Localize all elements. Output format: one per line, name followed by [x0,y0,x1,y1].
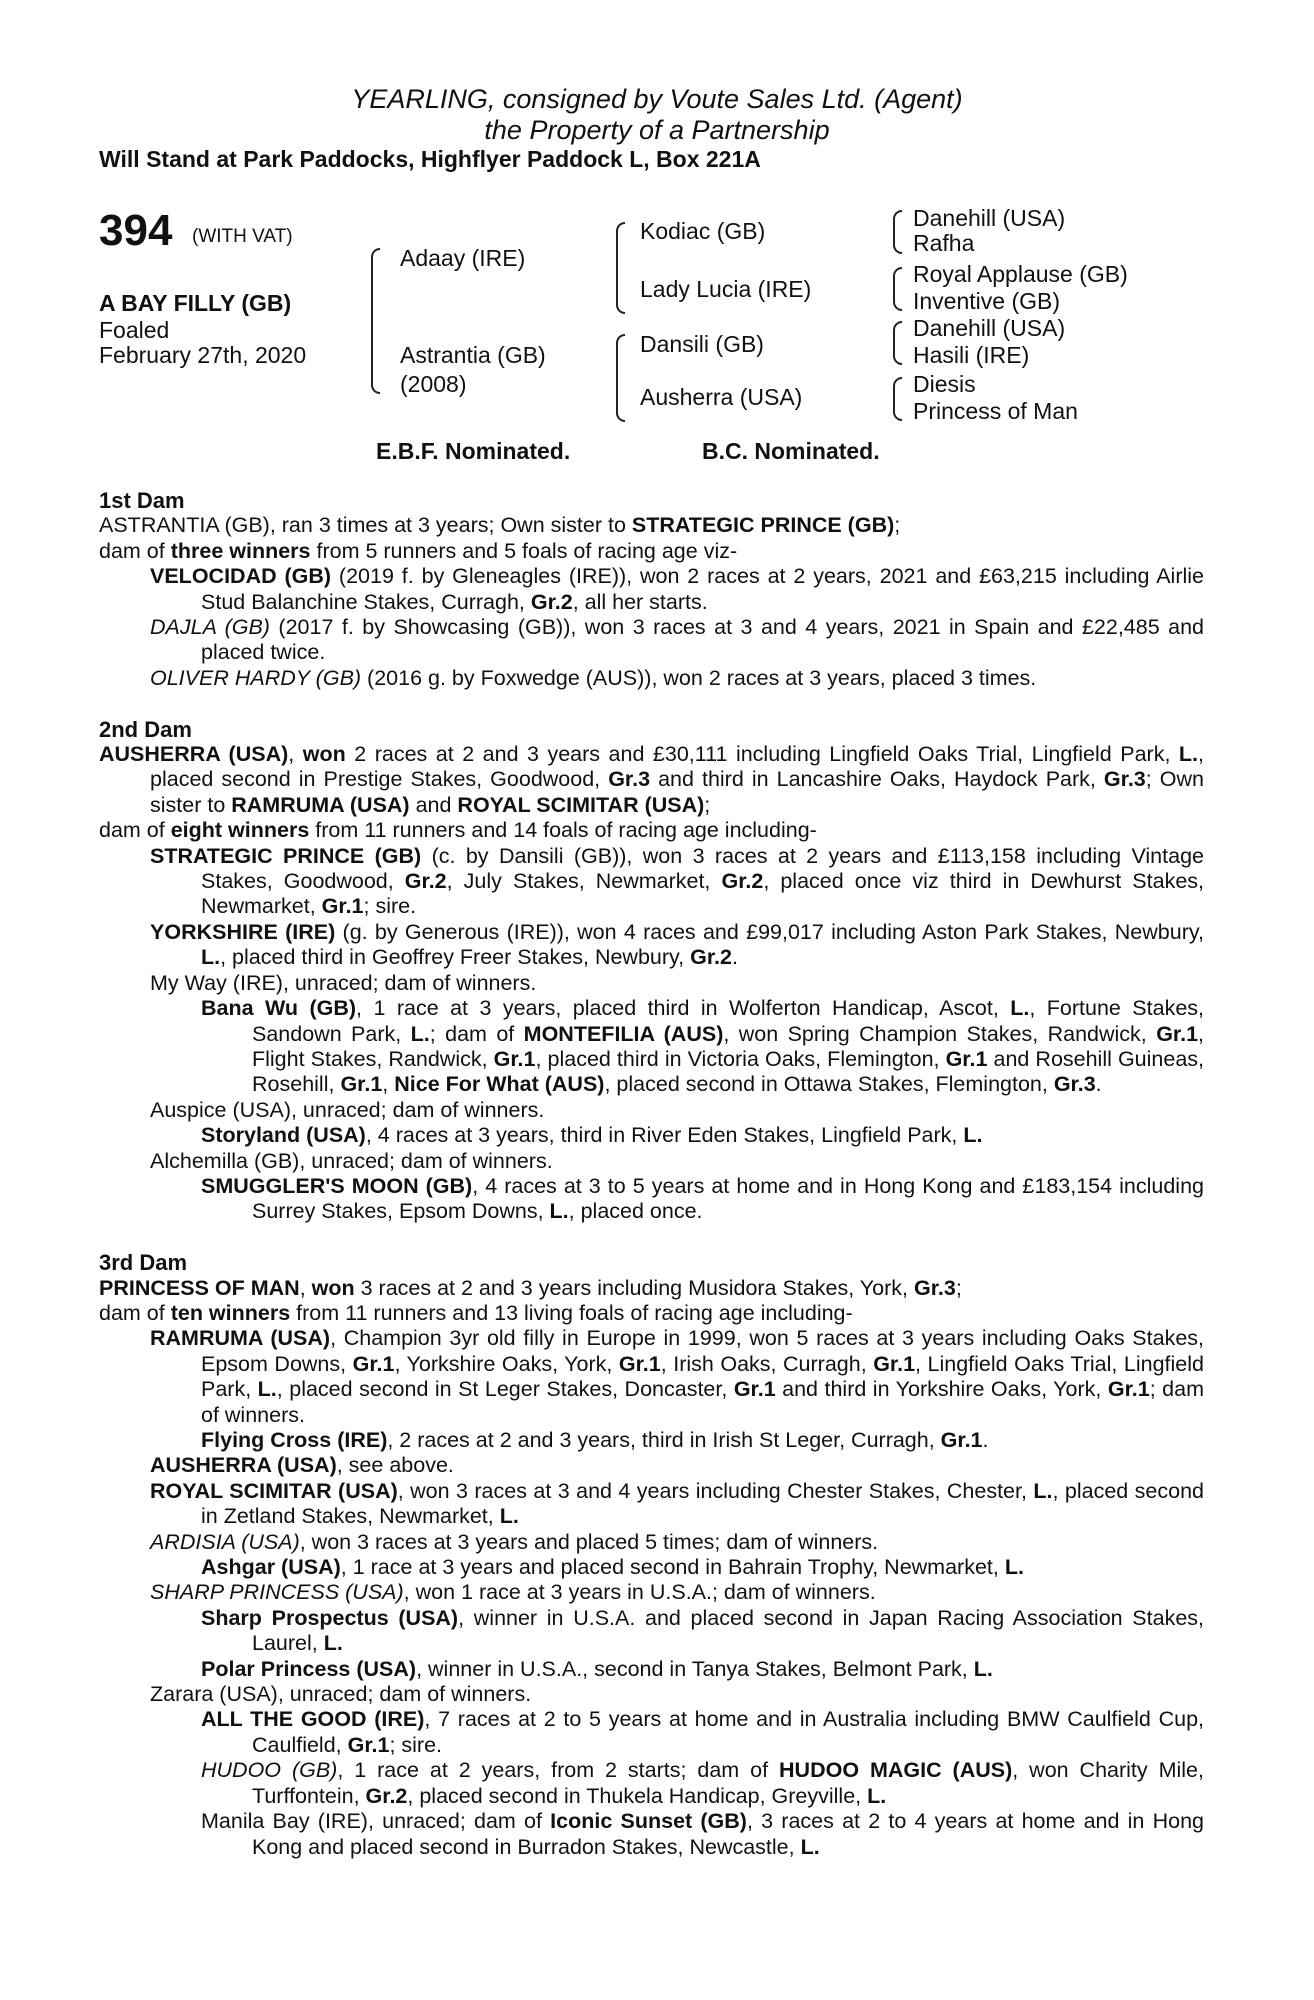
text: , all her starts. [572,589,708,614]
italic-text: HUDOO (GB) [201,1758,338,1783]
great-grandparent: Princess of Man [913,398,1078,424]
text: , 3 races at 2 to 4 years at home and in Hong Kong and placed second in Burradon Stakes, Newcastle, [252,1809,1204,1859]
pedigree-brace [893,321,902,365]
bold-text: L. [800,1834,820,1859]
text: , won 3 races at 3 years and placed 5 times; dam of winners. [299,1529,879,1554]
text: , 2 races at 2 and 3 years, third in Irish St Leger, Curragh, [387,1428,941,1452]
bold-text: PRINCESS OF MAN [99,1275,300,1300]
pedigree-brace [893,377,902,421]
pedigree-entry [99,1276,1204,1301]
bold-text: Gr.1 [618,1351,661,1376]
text: , [288,742,303,767]
text: , 7 races at 2 to 5 years at home and in Australia including BMW Caulfield Cup, Caulfield, [252,1707,1204,1757]
pedigree-brace [616,222,625,314]
bold-text: Gr.1 [733,1377,776,1402]
text: , see above. [336,1453,454,1478]
text: Auspice (USA), unraced; dam of winners. [150,1097,545,1122]
section-heading: 1st Dam [99,488,185,513]
text: ASTRANTIA (GB), ran 3 times at 3 years; Own sister to [99,513,632,538]
bold-text: L. [323,1631,343,1656]
text: (2017 f. by Showcasing (GB)), won 3 races at 3 and 4 years, 2021 in Spain and £22,485 and placed twice. [201,615,1204,665]
dam: Astrantia (GB) [400,342,546,368]
bold-text: Gr.3 [1053,1072,1096,1097]
text: , placed third in Victoria Oaks, Flemington, [535,1046,946,1071]
ebf-nomination: E.B.F. Nominated. [376,438,571,464]
text: , placed second in Ottawa Stakes, Flemington, [604,1072,1054,1097]
pedigree-entry [99,996,1204,1098]
bold-text: AUSHERRA (USA) [99,742,289,767]
bold-text: Nice For What (AUS) [394,1072,605,1097]
text: Zarara (USA), unraced; dam of winners. [150,1682,532,1707]
text: , won Charity Mile, Turffontein, [252,1758,1204,1808]
great-grandparent: Royal Applause (GB) [913,261,1128,287]
pedigree-entry [99,1682,1204,1707]
bold-text: SMUGGLER'S MOON (GB) [201,1173,473,1198]
bold-text: RAMRUMA (USA) [231,792,410,817]
bold-text: Gr.1 [321,894,364,919]
text: , Champion 3yr old filly in Europe in 1999, won 5 races at 3 years including Oaks Stakes, Epsom Downs, [201,1326,1205,1376]
bold-text: ten winners [170,1300,291,1325]
text: from 5 runners and 5 foals of racing age viz- [310,538,738,563]
bold-text: AUSHERRA (USA) [150,1453,337,1478]
bold-text: Gr.1 [873,1351,916,1376]
text: , 1 race at 3 years and placed second in Bahrain Trophy, Newmarket, [340,1555,1005,1580]
text: 3 races at 2 and 3 years including Musidora Stakes, York, [354,1275,914,1300]
vat-note: (WITH VAT) [192,226,293,247]
pedigree-entry [99,742,1204,818]
pedigree-entry [99,1580,1204,1605]
bold-text: Gr.2 [404,869,447,894]
text: , Flight Stakes, Randwick, [252,1021,1205,1071]
bold-text: Gr.1 [945,1046,988,1071]
pedigree-entry [99,1758,1204,1809]
foaled-label: Foaled [99,317,170,343]
text: ; [894,513,901,538]
bold-text: L. [1033,1478,1053,1503]
bold-text: Polar Princess (USA) [201,1656,417,1681]
text: , Fortune Stakes, Sandown Park, [252,996,1204,1046]
text: , 1 race at 2 years, from 2 starts; dam of [337,1758,780,1783]
great-grandparent: Diesis [913,371,976,397]
bold-text: Sharp Prospectus (USA) [201,1605,459,1630]
granddam: Lady Lucia (IRE) [640,276,812,302]
bold-text: YORKSHIRE (IRE) [150,919,336,944]
text: and third in Yorkshire Oaks, York, [775,1377,1108,1402]
pedigree-entry [99,1301,1204,1326]
bold-text: L. [201,945,221,970]
bold-text: Gr.1 [1156,1021,1199,1046]
catalogue-body [99,488,1204,1885]
consignor-line: YEARLING, consigned by Voute Sales Ltd. (Agent) [351,84,963,114]
bold-text: Gr.3 [913,1275,956,1300]
grandsire: Kodiac (GB) [640,218,766,244]
italic-text: SHARP PRINCESS (USA) [150,1580,404,1605]
bold-text: STRATEGIC PRINCE (GB) [150,843,422,868]
dam-year: (2008) [400,371,467,397]
bold-text: L. [867,1783,887,1808]
text: ; sire. [389,1732,443,1757]
bold-text: Gr.1 [493,1046,536,1071]
great-grandparent: Inventive (GB) [913,288,1060,314]
pedigree-entry [99,1174,1204,1225]
bold-text: L. [1004,1555,1024,1580]
pedigree-entry [99,1657,1204,1682]
bold-text: L. [1178,742,1199,767]
text: , placed third in Geoffrey Freer Stakes, Newbury, [220,945,691,970]
text: . [1095,1072,1102,1097]
text: 2 races at 2 and 3 years and £30,111 including Lingfield Oaks Trial, Lingfield Park, [345,742,1179,767]
pedigree-entry [99,513,1204,538]
grandsire: Dansili (GB) [640,331,764,357]
section-heading: 3rd Dam [99,1250,188,1276]
pedigree-brace [371,248,380,394]
bold-text: Gr.1 [352,1351,395,1376]
text: , winner in U.S.A. and placed second in Japan Racing Association Stakes, Laurel, [252,1605,1205,1656]
bold-text: Gr.2 [365,1783,408,1808]
bold-text: L. [257,1377,277,1402]
text: , won Spring Champion Stakes, Randwick, [723,1021,1157,1046]
bold-text: HUDOO MAGIC (AUS) [779,1758,1013,1783]
bold-text: Bana Wu (GB) [201,996,357,1021]
pedigree-entry [99,971,1204,996]
pedigree-entry [99,1149,1204,1174]
text: (c. by Dansili (GB)), won 3 races at 2 years and £113,158 including Vintage Stakes, Goodwood, [201,843,1204,894]
great-grandparent: Danehill (USA) [913,205,1066,231]
great-grandparent: Danehill (USA) [913,315,1066,341]
text: , Lingfield Oaks Trial, Lingfield Park, [201,1351,1204,1402]
dam-section [99,488,1204,691]
dam-section [99,1250,1204,1860]
bold-text: three winners [170,538,311,563]
bold-text: ALL THE GOOD (IRE) [201,1707,425,1732]
pedigree-entry [99,666,1204,691]
bold-text: L. [410,1021,430,1046]
text: , won 3 races at 3 and 4 years including Chester Stakes, Chester, [397,1478,1034,1503]
bc-nomination: B.C. Nominated. [702,438,880,464]
pedigree-entry [99,539,1204,564]
pedigree-entry [99,1326,1204,1428]
pedigree-brace [893,267,902,311]
pedigree-entry [99,844,1204,920]
bold-text: STRATEGIC PRINCE (GB) [631,513,895,538]
pedigree-entry [99,1098,1204,1123]
pedigree-entry [99,1707,1204,1758]
text: ; Own sister to [150,767,1204,817]
pedigree-entry [99,1123,1204,1148]
bold-text: L. [549,1199,569,1224]
text: , 4 races at 3 years, third in River Eden Stakes, Lingfield Park, [365,1123,964,1148]
bold-text: Gr.2 [690,945,732,970]
pedigree-entry [99,818,1204,843]
pedigree-entry [99,1479,1204,1530]
text: and third in Lancashire Oaks, Haydock Park, [650,767,1104,792]
text: from 11 runners and 13 living foals of racing age including- [290,1300,853,1325]
bold-text: Gr.2 [721,869,764,894]
text: (2016 g. by Foxwedge (AUS)), won 2 races at 3 years, placed 3 times. [361,665,1037,690]
pedigree-entry [99,1809,1204,1860]
text: , placed second in Zetland Stakes, Newmarket, [201,1478,1204,1529]
bold-text: Gr.3 [1103,767,1146,792]
great-grandparent: Rafha [913,230,975,256]
pedigree-brace [893,210,902,254]
bold-text: Flying Cross (IRE) [201,1428,388,1452]
text: Manila Bay (IRE), unraced; dam of [201,1809,551,1834]
text: ; [955,1275,962,1300]
pedigree-entry [99,1453,1204,1478]
text: Alchemilla (GB), unraced; dam of winners. [150,1148,553,1173]
bold-text: L. [499,1504,519,1529]
bold-text: RAMRUMA (USA) [150,1326,331,1351]
bold-text: eight winners [170,818,310,843]
text: ; dam of [429,1021,524,1046]
bold-text: L. [973,1656,993,1681]
text: ; dam of winners. [201,1377,1204,1427]
text: , winner in U.S.A., second in Tanya Stakes, Belmont Park, [416,1656,974,1681]
bold-text: Gr.3 [608,767,651,792]
text: (2019 f. by Gleneagles (IRE)), won 2 races at 2 years, 2021 and £63,215 including Airlie Stud Balanchine Stakes, Curragh, [201,564,1204,614]
text: , 4 races at 3 to 5 years at home and in Hong Kong and £183,154 including Surrey Stakes, Epsom Downs, [252,1173,1204,1224]
text: ; [704,792,711,817]
sire: Adaay (IRE) [400,245,526,271]
text: , July Stakes, Newmarket, [446,869,722,894]
text: dam of [99,818,171,843]
horse-name: A BAY FILLY (GB) [99,290,292,316]
bold-text: MONTEFILIA (AUS) [523,1021,724,1046]
bold-text: Iconic Sunset (GB) [550,1809,747,1834]
text: , placed once viz third in Dewhurst Stakes, Newmarket, [201,869,1205,919]
granddam: Ausherra (USA) [640,384,803,410]
bold-text: ROYAL SCIMITAR (USA) [457,792,705,817]
bold-text: Gr.1 [940,1428,983,1452]
text: and Rosehill Guineas, Rosehill, [252,1046,1205,1097]
bold-text: Gr.1 [347,1732,390,1757]
italic-text: DAJLA (GB) [150,615,270,640]
italic-text: OLIVER HARDY (GB) [150,665,362,690]
text: dam of [99,538,171,563]
great-grandparent: Hasili (IRE) [913,342,1030,368]
bold-text: ROYAL SCIMITAR (USA) [150,1478,398,1503]
text: ; sire. [363,894,417,919]
text: from 11 runners and 14 foals of racing age including- [309,818,817,843]
pedigree-entry [99,920,1204,971]
text: My Way (IRE), unraced; dam of winners. [150,970,537,995]
pedigree-entry [99,615,1204,666]
foaled-date: February 27th, 2020 [99,342,307,368]
property-line: the Property of a Partnership [484,115,830,145]
text: , placed second in St Leger Stakes, Doncaster, [276,1377,734,1402]
bold-text: Gr.1 [340,1072,383,1097]
italic-text: ARDISIA (USA) [150,1529,300,1554]
pedigree-brace [616,334,625,422]
text: , placed second in Prestige Stakes, Goodwood, [150,742,1205,792]
dam-section [99,717,1204,1225]
bold-text: Ashgar (USA) [201,1555,341,1580]
bold-text: Gr.2 [530,589,573,614]
text: , [382,1072,395,1097]
text: , Irish Oaks, Curragh, [660,1351,874,1376]
bold-text: L. [963,1123,983,1148]
text: , won 1 race at 3 years in U.S.A.; dam of winners. [403,1580,876,1605]
lot-number: 394 [99,206,173,255]
pedigree-entry [99,1428,1204,1453]
pedigree-entry [99,564,1204,615]
section-heading: 2nd Dam [99,716,192,742]
text: . [731,945,738,970]
bold-text: won [311,1275,355,1300]
bold-text: Storyland (USA) [201,1123,366,1148]
text: , Yorkshire Oaks, York, [394,1351,619,1376]
text: dam of [99,1300,171,1325]
text: , 1 race at 3 years, placed third in Wolferton Handicap, Ascot, [356,996,1011,1021]
bold-text: L. [1010,996,1030,1021]
pedigree-entry [99,1530,1204,1555]
pedigree-entry [99,1555,1204,1580]
text: (g. by Generous (IRE)), won 4 races and £99,017 including Aston Park Stakes, Newbury, [335,919,1204,944]
stand-location: Will Stand at Park Paddocks, Highflyer Paddock L, Box 221A [99,146,761,172]
bold-text: won [302,742,346,767]
bold-text: VELOCIDAD (GB) [150,564,332,589]
text: and [409,792,458,817]
text: , placed second in Thukela Handicap, Greyville, [407,1783,868,1808]
pedigree-entry [99,1606,1204,1657]
text: . [982,1428,989,1452]
text: , [299,1275,312,1300]
bold-text: Gr.1 [1107,1377,1150,1402]
text: , placed once. [568,1199,703,1224]
